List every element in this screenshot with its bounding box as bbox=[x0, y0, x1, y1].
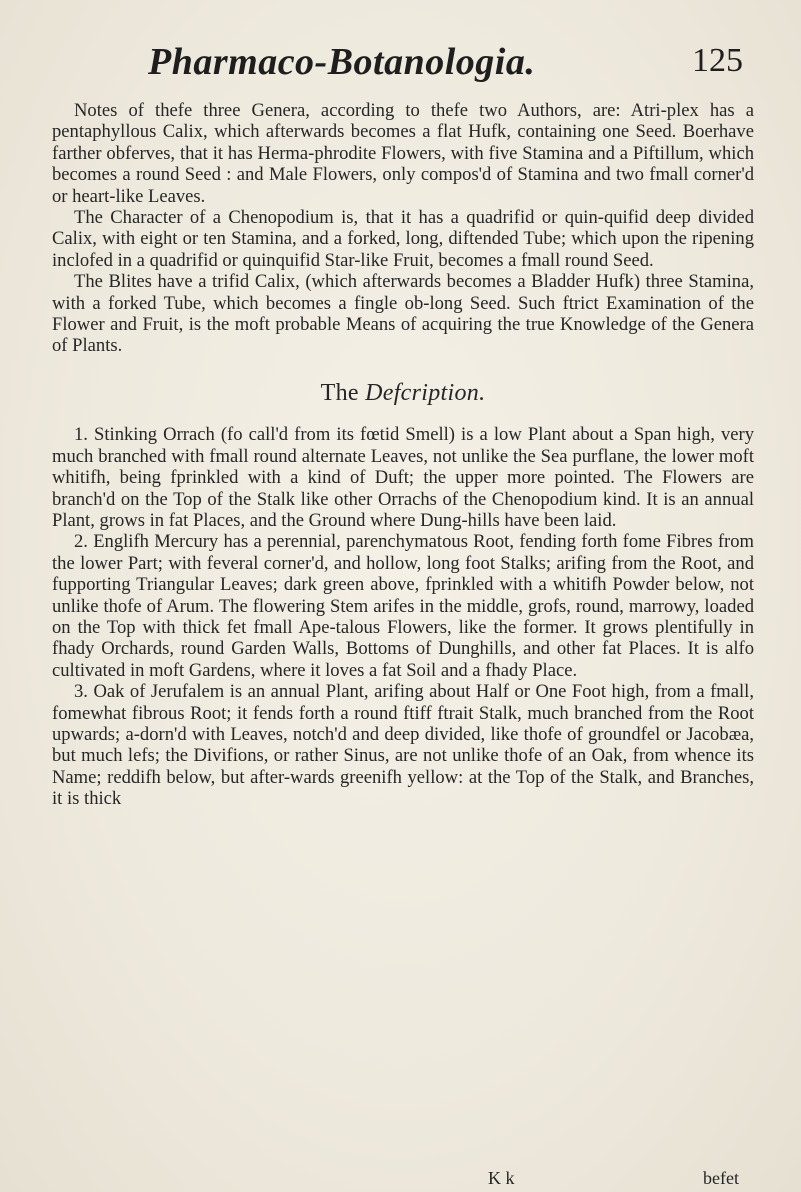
paragraph-blites: The Blites have a trifid Calix, (which afterwards becomes a Bladder Hufk) three Stamina, with a forked Tube, which becomes a fingle ob-long Seed. Such ftrict Examination of the Flower and Fruit, is the moft probable Means of acquiring the true Knowledge of the Genera of Plants. bbox=[52, 271, 754, 357]
paragraph-chenopodium-character: The Character of a Chenopodium is, that it has a quadrifid or quin-quifid deep divided Calix, with eight or ten Stamina, and a forked, long, diftended Tube; which upon the ripening inclofed in a quadrifid or quinquifid Star-like Fruit, becomes a fmall round Seed. bbox=[52, 207, 754, 271]
paragraph-stinking-orrach: 1. Stinking Orrach (fo call'd from its fœtid Smell) is a low Plant about a Span high, very much branched with fmall round alternate Leaves, not unlike the Sea purflane, the lower moft whitifh, being fprinkled with a kind of Duft; the upper more pointed. The Flowers are branch'd on the Top of the Stalk like other Orrachs of the Chenopodium kind. It is an annual Plant, grows in fat Places, and the Ground where Dung-hills have been laid. bbox=[52, 424, 754, 531]
page-footer bbox=[0, 1168, 801, 1192]
page-header bbox=[0, 40, 801, 90]
page-number: 125 bbox=[692, 42, 743, 79]
catchword: befet bbox=[703, 1168, 739, 1188]
section-heading-italic: Defcription. bbox=[365, 379, 486, 406]
running-title: Pharmaco-Botanologia. bbox=[148, 41, 536, 83]
page-body bbox=[52, 100, 754, 810]
signature-mark: K k bbox=[488, 1168, 515, 1188]
paragraph-oak-of-jerusalem: 3. Oak of Jerufalem is an annual Plant, arifing about Half or One Foot high, from a fmall, fomewhat fibrous Root; it fends forth a round ftiff ftrait Stalk, much branched from the Root upwards; a-dorn'd with Leaves, notch'd and deep divided, like thofe of groundfel or Jacobæa, but much lefs; the Divifions, or rather Sinus, are not unlike thofe of an Oak, from whence its Name; reddifh below, but after-wards greenifh yellow: at the Top of the Stalk, and Branches, it is thick bbox=[52, 681, 754, 810]
paragraph-english-mercury: 2. Englifh Mercury has a perennial, parenchymatous Root, fending forth fome Fibres from the lower Part; with feveral corner'd, and hollow, long foot Stalks; arifing from the Root, and fupporting Triangular Leaves; dark green above, fprinkled with a whitifh Powder below, not unlike thofe of Arum. The flowering Stem arifes in the middle, grofs, round, marrowy, loaded on the Top with thick fet fmall Ape-talous Flowers, like the former. It grows plentifully in fhady Orchards, round Garden Walls, Bottoms of Dunghills, and other fat Places. It is alfo cultivated in moft Gardens, where it loves a fat Soil and a fhady Place. bbox=[52, 531, 754, 681]
section-heading-prefix: The bbox=[320, 379, 366, 406]
section-heading-description bbox=[52, 379, 754, 406]
paragraph-genera-notes: Notes of thefe three Genera, according to thefe two Authors, are: Atri-plex has a pentaphyllous Calix, which afterwards becomes a flat Hufk, containing one Seed. Boerhave farther obferves, that it has Herma-phrodite Flowers, with five Stamina and a Piftillum, which becomes a round Seed : and Male Flowers, only compos'd of Stamina and two fmall corner'd or heart-like Leaves. bbox=[52, 100, 754, 207]
